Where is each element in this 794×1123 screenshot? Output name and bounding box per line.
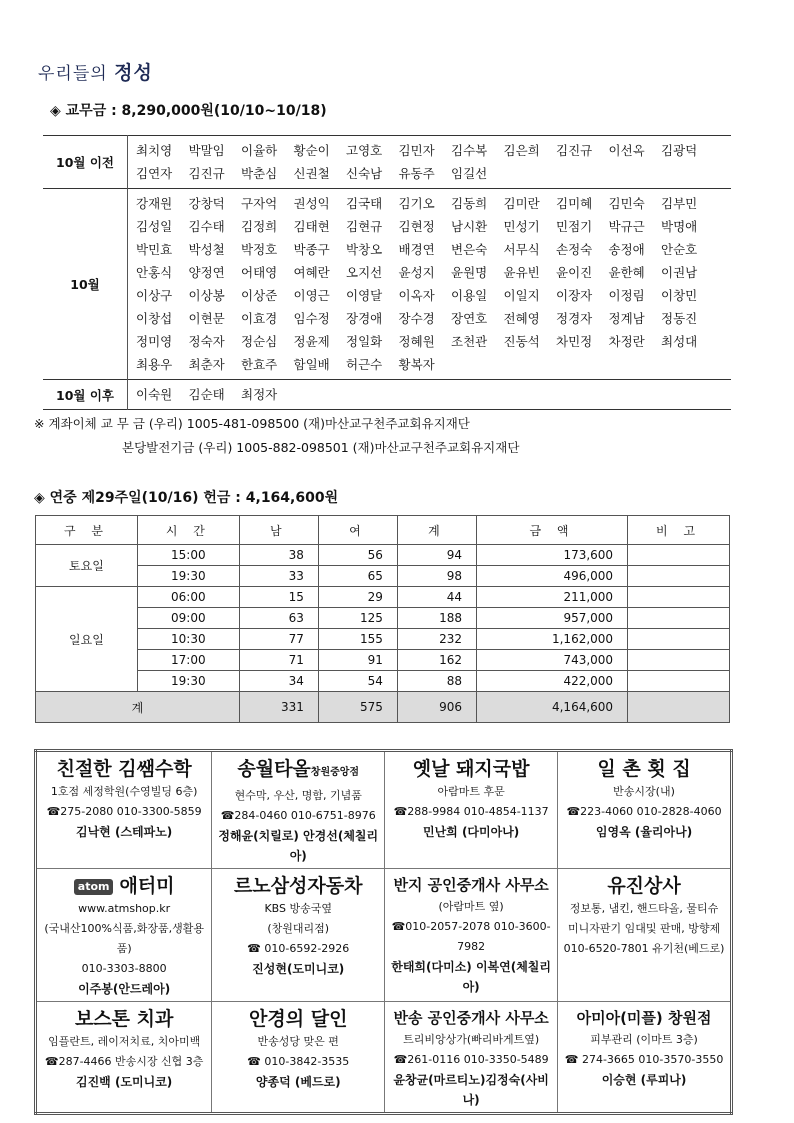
donor-name: 민점기 xyxy=(556,219,593,234)
offering-amount: 173,600 xyxy=(476,545,627,566)
donor-name: 송정애 xyxy=(608,242,645,257)
total-male: 331 xyxy=(239,692,318,723)
atom-logo: atom xyxy=(74,879,114,895)
ad-line: (아람마트 옆) xyxy=(438,900,504,913)
ad-cell xyxy=(212,751,385,869)
donor-name: 이상준 xyxy=(241,288,278,303)
donor-name: 황복자 xyxy=(398,357,435,372)
donor-name: 김현규 xyxy=(346,219,383,234)
column-header: 비 고 xyxy=(628,516,730,545)
ad-title xyxy=(560,873,728,899)
account-note-1: ※ 계좌이체 교 무 금 (우리) 1005-481-098500 (재)마산교구천주교회유지재단 xyxy=(34,416,470,431)
donor-name: 한효주 xyxy=(241,357,278,372)
column-header: 여 xyxy=(318,516,397,545)
attendance-row xyxy=(36,566,730,587)
ad-line: ☎010-2057-2078 010-3600-7982 xyxy=(391,920,551,953)
attendance-header-row xyxy=(36,516,730,545)
ad-cell xyxy=(36,869,212,1002)
female-count: 65 xyxy=(318,566,397,587)
female-count: 155 xyxy=(318,629,397,650)
ad-owner-name: 양종덕 (베드로) xyxy=(255,1075,341,1089)
ad-line: ☎261-0116 010-3350-5489 xyxy=(393,1053,549,1066)
female-count: 125 xyxy=(318,608,397,629)
donor-name: 정미영 xyxy=(136,334,173,349)
donation-names xyxy=(128,189,732,380)
donor-name: 김미란 xyxy=(503,196,540,211)
ads-row xyxy=(36,1002,732,1114)
donor-name: 김수태 xyxy=(188,219,225,234)
column-header: 남 xyxy=(239,516,318,545)
ad-title-text: 보스톤 치과 xyxy=(74,1008,174,1030)
donor-name: 최치영 xyxy=(136,143,173,158)
donor-name: 신권철 xyxy=(293,166,330,181)
donor-name: 안홍식 xyxy=(136,265,173,280)
donor-name: 이효경 xyxy=(241,311,278,326)
donor-name: 김현정 xyxy=(398,219,435,234)
donor-name: 최춘자 xyxy=(188,357,225,372)
donor-name: 김은희 xyxy=(503,143,540,158)
note-cell xyxy=(628,629,730,650)
donor-name: 박말임 xyxy=(188,143,225,158)
donor-name: 박규근 xyxy=(608,219,645,234)
ad-cell xyxy=(385,1002,558,1114)
male-count: 38 xyxy=(239,545,318,566)
offering-amount: 1,162,000 xyxy=(476,629,627,650)
ad-line: 아람마트 후문 xyxy=(437,785,505,798)
attendance-table xyxy=(35,515,730,723)
donor-name: 차민정 xyxy=(556,334,593,349)
title-main: 정성 xyxy=(114,62,153,84)
donor-name: 김기오 xyxy=(398,196,435,211)
page-title xyxy=(38,58,153,85)
ad-line: 010-6520-7801 유기천(베드로) xyxy=(563,942,725,955)
ad-cell xyxy=(212,1002,385,1114)
ad-cell xyxy=(36,1002,212,1114)
donor-name: 이영달 xyxy=(346,288,383,303)
ad-cell xyxy=(558,869,732,1002)
attendance-header: ◈ 연중 제29주일(10/16) 헌금 : 4,164,600원 xyxy=(34,490,339,506)
offering-amount: 496,000 xyxy=(476,566,627,587)
ad-line: 010-3303-8800 xyxy=(81,962,167,975)
donor-name: 고영호 xyxy=(346,143,383,158)
offering-amount: 211,000 xyxy=(476,587,627,608)
donor-name: 윤이진 xyxy=(556,265,593,280)
ad-title-text: 송월타올 xyxy=(237,758,311,780)
ads-row xyxy=(36,869,732,1002)
ad-title xyxy=(387,1006,555,1030)
donor-name: 정일화 xyxy=(346,334,383,349)
ad-title-text: 일 촌 횟 집 xyxy=(597,758,691,780)
note-cell xyxy=(628,671,730,692)
donation-period-label: 10월 이후 xyxy=(43,380,128,410)
ad-line: ☎287-4466 반송시장 신협 3층 xyxy=(44,1055,204,1068)
male-count: 63 xyxy=(239,608,318,629)
donor-name: 정동진 xyxy=(661,311,698,326)
ad-title-text: 친절한 김쌤수학 xyxy=(56,758,192,780)
donor-name: 차정란 xyxy=(608,334,645,349)
donor-name: 오지선 xyxy=(346,265,383,280)
donor-name: 최성대 xyxy=(661,334,698,349)
female-count: 91 xyxy=(318,650,397,671)
offering-amount: 957,000 xyxy=(476,608,627,629)
donor-name: 여혜란 xyxy=(293,265,330,280)
ad-line: 미니자판기 임대및 판매, 방향제 xyxy=(567,922,721,935)
mass-time: 19:30 xyxy=(137,566,239,587)
donation-names xyxy=(128,136,732,189)
ad-owner-name: 이주봉(안드레아) xyxy=(78,982,171,996)
ad-line: www.atmshop.kr xyxy=(78,902,171,915)
donor-name: 배경연 xyxy=(398,242,435,257)
attendance-row xyxy=(36,545,730,566)
ad-title xyxy=(39,1006,209,1032)
ad-line: 반송성당 맞은 편 xyxy=(257,1035,339,1048)
donor-name: 박창오 xyxy=(346,242,383,257)
donor-name: 이창민 xyxy=(661,288,698,303)
donor-name: 김연자 xyxy=(136,166,173,181)
ad-line: 임플란트, 레이저치료, 치아미백 xyxy=(48,1035,201,1048)
donor-name: 손정숙 xyxy=(556,242,593,257)
donor-name: 강재원 xyxy=(136,196,173,211)
offering-amount: 422,000 xyxy=(476,671,627,692)
total-count: 232 xyxy=(397,629,476,650)
donor-name: 권성익 xyxy=(293,196,330,211)
donor-name: 김광덕 xyxy=(661,143,698,158)
donor-name: 함일배 xyxy=(293,357,330,372)
donor-name: 전혜영 xyxy=(503,311,540,326)
column-header: 금 액 xyxy=(476,516,627,545)
ad-title-text: 옛날 돼지국밥 xyxy=(412,758,530,780)
ad-cell xyxy=(385,869,558,1002)
donor-name: 김태현 xyxy=(293,219,330,234)
total-count: 88 xyxy=(397,671,476,692)
day-label: 토요일 xyxy=(36,545,138,587)
total-count: 98 xyxy=(397,566,476,587)
donor-name: 최정자 xyxy=(241,387,278,402)
donation-period-label: 10월 이전 xyxy=(43,136,128,189)
donor-name: 윤성지 xyxy=(398,265,435,280)
mass-time: 09:00 xyxy=(137,608,239,629)
ad-owner-name: 김낙현 (스테파노) xyxy=(76,825,173,839)
donor-name: 정계남 xyxy=(608,311,645,326)
male-count: 34 xyxy=(239,671,318,692)
mass-time: 10:30 xyxy=(137,629,239,650)
donor-name: 허근수 xyxy=(346,357,383,372)
ad-owner-name: 김진백 (도미니코) xyxy=(76,1075,173,1089)
ad-owner-name: 정해윤(치릴로) 안경선(체칠리아) xyxy=(218,829,379,863)
ad-title xyxy=(387,756,555,782)
donor-name: 진동석 xyxy=(503,334,540,349)
ad-line: 트리비앙상가(빠리바게트옆) xyxy=(403,1033,540,1046)
ad-line: 반송시장(내) xyxy=(613,785,675,798)
mass-time: 17:00 xyxy=(137,650,239,671)
ad-title-text: 유진상사 xyxy=(607,875,681,897)
donor-name: 김수복 xyxy=(451,143,488,158)
ad-cell xyxy=(558,1002,732,1114)
donor-name: 임수정 xyxy=(293,311,330,326)
ad-cell xyxy=(558,751,732,869)
donor-name: 구자억 xyxy=(241,196,278,211)
donor-name: 이일지 xyxy=(503,288,540,303)
ad-title xyxy=(387,873,555,897)
ad-owner-name: 한태희(다미소) 이복연(체칠리아) xyxy=(391,960,551,994)
donation-row xyxy=(43,136,731,189)
donor-name: 이상봉 xyxy=(188,288,225,303)
donor-name: 윤한혜 xyxy=(608,265,645,280)
ad-line: 정보통, 냄킨, 핸드타올, 물티슈 xyxy=(569,902,719,915)
donor-name: 이숙원 xyxy=(136,387,173,402)
total-count: 94 xyxy=(397,545,476,566)
ad-owner-name: 이승현 (루피나) xyxy=(601,1073,687,1087)
ad-line: ☎275-2080 010-3300-5859 xyxy=(46,805,202,818)
total-count: 44 xyxy=(397,587,476,608)
attendance-total-row xyxy=(36,692,730,723)
note-cell xyxy=(628,545,730,566)
ad-title-text: 반지 공인중개사 사무소 xyxy=(393,876,549,894)
note-cell xyxy=(628,650,730,671)
donor-name: 정혜원 xyxy=(398,334,435,349)
note-cell xyxy=(628,608,730,629)
donor-name: 정경자 xyxy=(556,311,593,326)
donor-name: 신숙남 xyxy=(346,166,383,181)
donor-name: 김부민 xyxy=(661,196,698,211)
donor-name: 유동주 xyxy=(398,166,435,181)
donor-name: 박성철 xyxy=(188,242,225,257)
donor-name: 김민숙 xyxy=(608,196,645,211)
ad-line: KBS 방송국옆 xyxy=(264,902,333,915)
ad-line: ☎284-0460 010-6751-8976 xyxy=(220,809,376,822)
donor-name: 서무식 xyxy=(503,242,540,257)
donor-name: 강창덕 xyxy=(188,196,225,211)
donor-name: 이장자 xyxy=(556,288,593,303)
note-cell xyxy=(628,587,730,608)
donor-name: 이정림 xyxy=(608,288,645,303)
donor-name: 이율하 xyxy=(241,143,278,158)
donor-name: 남시환 xyxy=(451,219,488,234)
ad-title-text: 안경의 달인 xyxy=(249,1008,348,1030)
total-note xyxy=(628,692,730,723)
donor-name: 김정희 xyxy=(241,219,278,234)
ad-cell xyxy=(212,869,385,1002)
donor-name: 김민자 xyxy=(398,143,435,158)
attendance-row xyxy=(36,650,730,671)
column-header: 시 간 xyxy=(137,516,239,545)
ad-title xyxy=(560,1006,728,1030)
ad-title-text: 반송 공인중개사 사무소 xyxy=(393,1009,549,1027)
donor-name: 김진규 xyxy=(188,166,225,181)
donor-name: 임길선 xyxy=(451,166,488,181)
ad-title xyxy=(214,756,382,786)
ad-title xyxy=(39,873,209,899)
account-note-2: 본당발전기금 (우리) 1005-882-098501 (재)마산교구천주교회유지재단 xyxy=(122,440,520,455)
ad-line: (국내산100%식품,화장품,생활용품) xyxy=(44,922,204,955)
donor-name: 김진규 xyxy=(556,143,593,158)
total-female: 575 xyxy=(318,692,397,723)
ad-title xyxy=(39,756,209,782)
ad-line: ☎ 010-3842-3535 xyxy=(247,1055,350,1068)
mass-time: 06:00 xyxy=(137,587,239,608)
ad-line: 1호점 세정학원(수영빌딩 6층) xyxy=(50,785,198,798)
ad-owner-name: 임영옥 (율리아나) xyxy=(595,825,693,839)
attendance-row xyxy=(36,629,730,650)
donor-name: 이상구 xyxy=(136,288,173,303)
donor-name: 박정호 xyxy=(241,242,278,257)
donor-name: 민성기 xyxy=(503,219,540,234)
donor-name: 이선옥 xyxy=(608,143,645,158)
donor-name: 황순이 xyxy=(293,143,330,158)
ad-line: 피부관리 (이마트 3층) xyxy=(590,1033,698,1046)
ad-title-text: 애터미 xyxy=(119,875,175,897)
ad-title xyxy=(214,1006,382,1032)
donor-name: 장연호 xyxy=(451,311,488,326)
total-count: 162 xyxy=(397,650,476,671)
ad-owner-name: 진성현(도미니코) xyxy=(252,962,345,976)
day-label: 일요일 xyxy=(36,587,138,692)
donor-name: 이영근 xyxy=(293,288,330,303)
ads-row xyxy=(36,751,732,869)
total-amount: 4,164,600 xyxy=(476,692,627,723)
donor-name: 김미혜 xyxy=(556,196,593,211)
donor-name: 이권남 xyxy=(661,265,698,280)
ad-title-text: 르노삼성자동차 xyxy=(234,875,363,897)
mass-time: 15:00 xyxy=(137,545,239,566)
ad-title xyxy=(214,873,382,899)
ad-line: ☎ 274-3665 010-3570-3550 xyxy=(564,1053,724,1066)
ad-line: ☎288-9984 010-4854-1137 xyxy=(393,805,549,818)
donation-table xyxy=(43,135,731,410)
donation-header: ◈ 교무금 : 8,290,000원(10/10~10/18) xyxy=(50,103,327,119)
female-count: 56 xyxy=(318,545,397,566)
donation-row xyxy=(43,189,731,380)
donation-period-label: 10월 xyxy=(43,189,128,380)
total-count: 188 xyxy=(397,608,476,629)
donor-name: 박춘심 xyxy=(241,166,278,181)
ad-line: ☎ 010-6592-2926 xyxy=(247,942,350,955)
note-cell xyxy=(628,566,730,587)
donor-name: 김국태 xyxy=(346,196,383,211)
male-count: 71 xyxy=(239,650,318,671)
donor-name: 안순호 xyxy=(661,242,698,257)
donor-name: 김순태 xyxy=(188,387,225,402)
donor-name: 김동희 xyxy=(451,196,488,211)
attendance-row xyxy=(36,608,730,629)
donor-name: 정순심 xyxy=(241,334,278,349)
ad-line: ☎223-4060 010-2828-4060 xyxy=(566,805,722,818)
ad-owner-name: 민난희 (다미아나) xyxy=(422,825,520,839)
donation-names xyxy=(128,380,732,410)
donor-name: 윤원명 xyxy=(451,265,488,280)
female-count: 29 xyxy=(318,587,397,608)
male-count: 15 xyxy=(239,587,318,608)
donor-name: 박종구 xyxy=(293,242,330,257)
female-count: 54 xyxy=(318,671,397,692)
offering-amount: 743,000 xyxy=(476,650,627,671)
mass-time: 19:30 xyxy=(137,671,239,692)
column-header: 구 분 xyxy=(36,516,138,545)
title-prefix: 우리들의 xyxy=(38,64,108,84)
donor-name: 김성일 xyxy=(136,219,173,234)
attendance-row xyxy=(36,671,730,692)
donor-name: 이용일 xyxy=(451,288,488,303)
donor-name: 장수경 xyxy=(398,311,435,326)
male-count: 33 xyxy=(239,566,318,587)
total-label: 계 xyxy=(36,692,240,723)
ad-line: 현수막, 우산, 명함, 기념품 xyxy=(234,789,362,802)
ad-line: (창원대리점) xyxy=(267,922,330,935)
donor-name: 어태영 xyxy=(241,265,278,280)
total-count: 906 xyxy=(397,692,476,723)
donor-name: 이현문 xyxy=(188,311,225,326)
donor-name: 변은숙 xyxy=(451,242,488,257)
ad-title-sub: 창원중앙점 xyxy=(310,767,360,778)
donor-name: 이창섭 xyxy=(136,311,173,326)
donor-name: 장경애 xyxy=(346,311,383,326)
donor-name: 이옥자 xyxy=(398,288,435,303)
donor-name: 정윤제 xyxy=(293,334,330,349)
ad-cell xyxy=(385,751,558,869)
ad-cell xyxy=(36,751,212,869)
ad-title xyxy=(560,756,728,782)
ad-owner-name: 윤창균(마르티노)김정숙(사비나) xyxy=(393,1073,549,1107)
ad-title-text: 아미아(미플) 창원점 xyxy=(576,1009,712,1027)
donor-name: 박명애 xyxy=(661,219,698,234)
column-header: 계 xyxy=(397,516,476,545)
male-count: 77 xyxy=(239,629,318,650)
donor-name: 정숙자 xyxy=(188,334,225,349)
attendance-row xyxy=(36,587,730,608)
donation-row xyxy=(43,380,731,410)
ads-grid xyxy=(34,749,733,1115)
donor-name: 윤유빈 xyxy=(503,265,540,280)
donor-name: 박민효 xyxy=(136,242,173,257)
donor-name: 양정연 xyxy=(188,265,225,280)
donor-name: 조천관 xyxy=(451,334,488,349)
donor-name: 최용우 xyxy=(136,357,173,372)
